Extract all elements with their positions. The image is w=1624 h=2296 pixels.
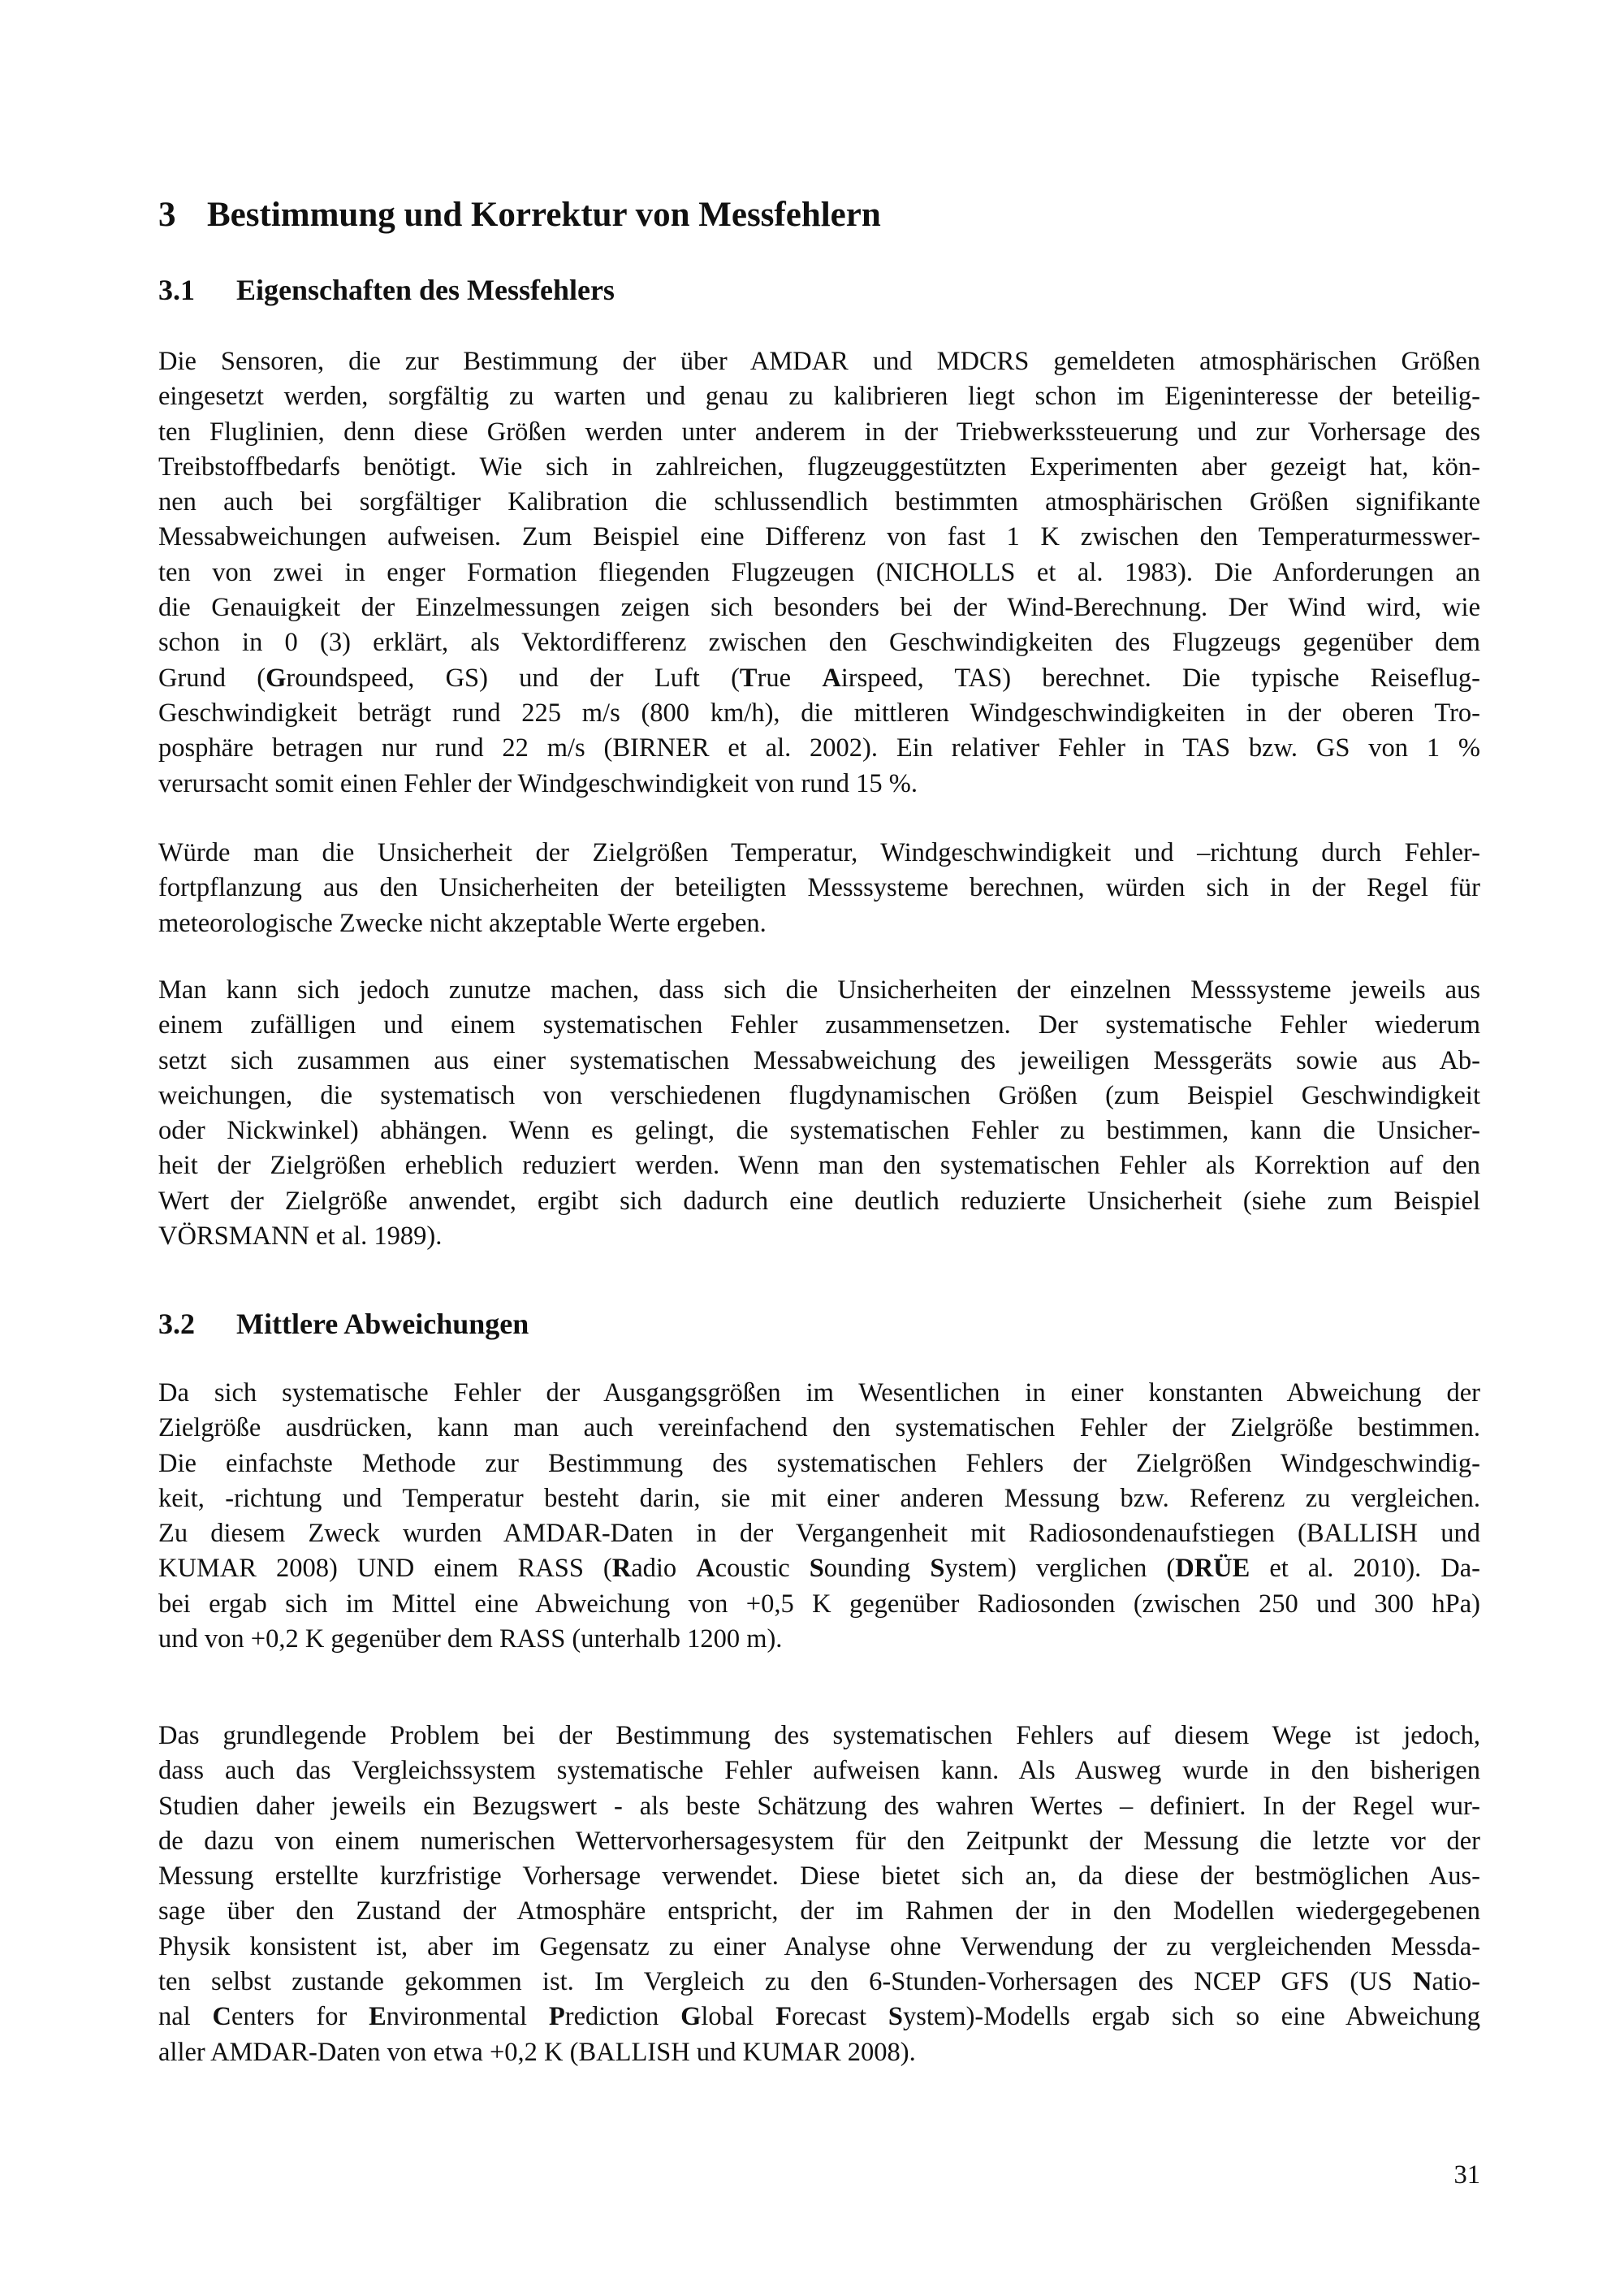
text-line: die Genauigkeit der Einzelmessungen zeigen sich besonders bei der Wind-Berechnung. Der Wind wird, wie <box>158 593 1480 623</box>
section-heading-3-1 <box>158 273 615 307</box>
text-segment: ten selbst zustande gekommen ist. Im Vergleich zu den 6-Stunden-Vorhersagen des NCEP GFS (US <box>158 1967 1413 1997</box>
bold-text: DRÜE <box>1175 1554 1250 1584</box>
text-line: VÖRSMANN et al. 1989). <box>158 1222 443 1252</box>
text-line: sage über den Zustand der Atmosphäre entspricht, der im Rahmen der in den Modellen wiedergegebenen <box>158 1896 1480 1926</box>
text-line: oder Nickwinkel) abhängen. Wenn es gelingt, die systematischen Fehler zu bestimmen, kann die Unsicher- <box>158 1116 1480 1146</box>
chapter-number: 3 <box>158 196 176 234</box>
text-segment: roundspeed, GS) und der Luft ( <box>286 663 740 693</box>
text-segment: rue <box>757 663 823 693</box>
text-line: de dazu von einem numerischen Wettervorhersagesystem für den Zeitpunkt der Messung die letzte vor der <box>158 1826 1480 1856</box>
text-segment: ounding <box>823 1554 931 1584</box>
bold-text: S <box>809 1554 824 1584</box>
paragraph <box>158 973 1480 1254</box>
text-segment: KUMAR 2008) UND einem RASS ( <box>158 1554 612 1584</box>
text-segment: Grund ( <box>158 663 266 693</box>
text-line: ten Fluglinien, denn diese Größen werden unter anderem in der Triebwerkssteuerung und zur Vorhersage des <box>158 417 1480 447</box>
text-line <box>158 1965 1480 2000</box>
text-line: Da sich systematische Fehler der Ausgangsgrößen im Wesentlichen in einer konstanten Abweichung der <box>158 1378 1480 1407</box>
text-line: heit der Zielgrößen erheblich reduziert werden. Wenn man den systematischen Fehler als Korrektion auf den <box>158 1151 1480 1181</box>
bold-text: A <box>696 1554 715 1584</box>
text-line: setzt sich zusammen aus einer systematischen Messabweichung des jeweiligen Messgeräts sowie aus Ab- <box>158 1045 1480 1075</box>
text-line: Die Sensoren, die zur Bestimmung der über AMDAR und MDCRS gemeldeten atmosphärischen Größen <box>158 347 1480 376</box>
text-line: eingesetzt werden, sorgfältig zu warten und genau zu kalibrieren liegt schon im Eigeninteresse der beteilig- <box>158 382 1480 412</box>
text-segment: coustic <box>715 1554 810 1584</box>
section-title: Eigenschaften des Messfehlers <box>236 274 615 306</box>
section-number: 3.1 <box>158 274 195 306</box>
text-line: Zielgröße ausdrücken, kann man auch vereinfachend den systematischen Fehler der Zielgröße bestimmen. <box>158 1413 1480 1443</box>
bold-text: S <box>888 2002 903 2032</box>
text-line: aller AMDAR-Daten von etwa +0,2 K (BALLISH und KUMAR 2008). <box>158 2037 916 2067</box>
bold-text: C <box>212 2002 231 2032</box>
bold-text: E <box>369 2002 387 2032</box>
bold-text: A <box>822 663 841 693</box>
text-line: Wert der Zielgröße anwendet, ergibt sich dadurch eine deutlich reduzierte Unsicherheit (siehe zum Beispiel <box>158 1186 1480 1216</box>
section-number: 3.2 <box>158 1308 195 1340</box>
text-line: meteorologische Zwecke nicht akzeptable Werte ergeben. <box>158 908 767 938</box>
bold-text: G <box>680 2002 702 2032</box>
text-line: Physik konsistent ist, aber im Gegensatz zu einer Analyse ohne Verwendung der zu vergleichenden Messda- <box>158 1931 1480 1961</box>
text-line <box>158 1551 1480 1586</box>
text-line: nen auch bei sorgfältiger Kalibration die schlussendlich bestimmten atmosphärischen Größen signifikante <box>158 487 1480 517</box>
text-line: und von +0,2 K gegenüber dem RASS (unterhalb 1200 m). <box>158 1624 783 1654</box>
text-segment: irspeed, TAS) berechnet. Die typische Reiseflug- <box>840 663 1481 693</box>
text-segment: lobal <box>701 2002 776 2032</box>
bold-text: P <box>548 2002 565 2032</box>
text-segment: nvironmental <box>386 2002 549 2032</box>
text-line: Man kann sich jedoch zunutze machen, dass sich die Unsicherheiten der einzelnen Messsysteme jeweils aus <box>158 975 1480 1005</box>
text-segment: enters for <box>231 2002 369 2032</box>
paragraph <box>158 1719 1480 2070</box>
bold-text: R <box>611 1554 632 1584</box>
bold-text: F <box>775 2002 793 2032</box>
text-line: Das grundlegende Problem bei der Bestimmung des systematischen Fehlers auf diesem Wege ist jedoch, <box>158 1721 1480 1750</box>
paragraph <box>158 344 1480 802</box>
text-line: schon in 0 (3) erklärt, als Vektordifferenz zwischen den Geschwindigkeiten des Flugzeugs gegenüber dem <box>158 628 1480 658</box>
text-line: verursacht somit einen Fehler der Windgeschwindigkeit von rund 15 %. <box>158 768 918 798</box>
text-line: keit, -richtung und Temperatur besteht darin, sie mit einer anderen Messung bzw. Referenz zu vergleichen. <box>158 1483 1480 1513</box>
text-line: ten von zwei in enger Formation fliegenden Flugzeugen (NICHOLLS et al. 1983). Die Anforderungen an <box>158 557 1480 587</box>
text-segment: orecast <box>792 2002 888 2032</box>
text-line <box>158 2000 1480 2034</box>
chapter-heading <box>158 195 881 235</box>
text-line: Zu diesem Zweck wurden AMDAR-Daten in der Vergangenheit mit Radiosondenaufstiegen (BALLISH und <box>158 1519 1480 1549</box>
text-segment: et al. 2010). Da- <box>1250 1554 1481 1584</box>
chapter-title: Bestimmung und Korrektur von Messfehlern <box>207 196 881 234</box>
section-title: Mittlere Abweichungen <box>236 1308 529 1340</box>
text-line: Geschwindigkeit beträgt rund 225 m/s (800 km/h), die mittleren Windgeschwindigkeiten in der oberen Tro- <box>158 698 1480 728</box>
paragraph <box>158 836 1480 941</box>
bold-text: T <box>739 663 758 693</box>
text-line: Messung erstellte kurzfristige Vorhersage verwendet. Diese bietet sich an, da diese der bestmöglichen Aus- <box>158 1861 1480 1892</box>
text-line: Die einfachste Methode zur Bestimmung des systematischen Fehlers der Zielgrößen Windgeschwindig- <box>158 1448 1480 1478</box>
text-line: fortpflanzung aus den Unsicherheiten der beteiligten Messsysteme berechnen, würden sich in der Regel für <box>158 873 1480 903</box>
text-segment: adio <box>631 1554 697 1584</box>
text-line: posphäre betragen nur rund 22 m/s (BIRNER et al. 2002). Ein relativer Fehler in TAS bzw. GS von 1 % <box>158 733 1480 763</box>
text-segment: atio- <box>1432 1967 1480 1997</box>
text-segment: nal <box>158 2002 213 2032</box>
text-segment: ystem)-Modells ergab sich so eine Abweichung <box>902 2002 1481 2032</box>
bold-text: N <box>1412 1967 1432 1997</box>
section-heading-3-2 <box>158 1307 529 1341</box>
text-line: Treibstoffbedarfs benötigt. Wie sich in zahlreichen, flugzeuggestützten Experimenten aber gezeigt hat, kön- <box>158 452 1480 482</box>
text-line: bei ergab sich im Mittel eine Abweichung von +0,5 K gegenüber Radiosonden (zwischen 250 und 300 hPa) <box>158 1589 1480 1619</box>
text-line <box>158 661 1480 696</box>
text-line: Messabweichungen aufweisen. Zum Beispiel eine Differenz von fast 1 K zwischen den Temperaturmesswer- <box>158 522 1480 552</box>
text-line: Würde man die Unsicherheit der Zielgrößen Temperatur, Windgeschwindigkeit und –richtung durch Fehler- <box>158 838 1480 867</box>
bold-text: G <box>266 663 287 693</box>
text-line: dass auch das Vergleichssystem systematische Fehler aufweisen kann. Als Ausweg wurde in den bisherigen <box>158 1756 1480 1786</box>
text-line: weichungen, die systematisch von verschiedenen flugdynamischen Größen (zum Beispiel Geschwindigkeit <box>158 1080 1480 1110</box>
text-line: einem zufälligen und einem systematischen Fehler zusammensetzen. Der systematische Fehler wiederum <box>158 1010 1480 1040</box>
text-segment: rediction <box>564 2002 681 2032</box>
text-segment: ystem) verglichen ( <box>944 1554 1176 1584</box>
text-line: Studien daher jeweils ein Bezugswert - als beste Schätzung des wahren Wertes – definiert. In der Regel wur- <box>158 1791 1480 1821</box>
bold-text: S <box>930 1554 945 1584</box>
page-number: 31 <box>1453 2160 1480 2190</box>
paragraph <box>158 1376 1480 1657</box>
